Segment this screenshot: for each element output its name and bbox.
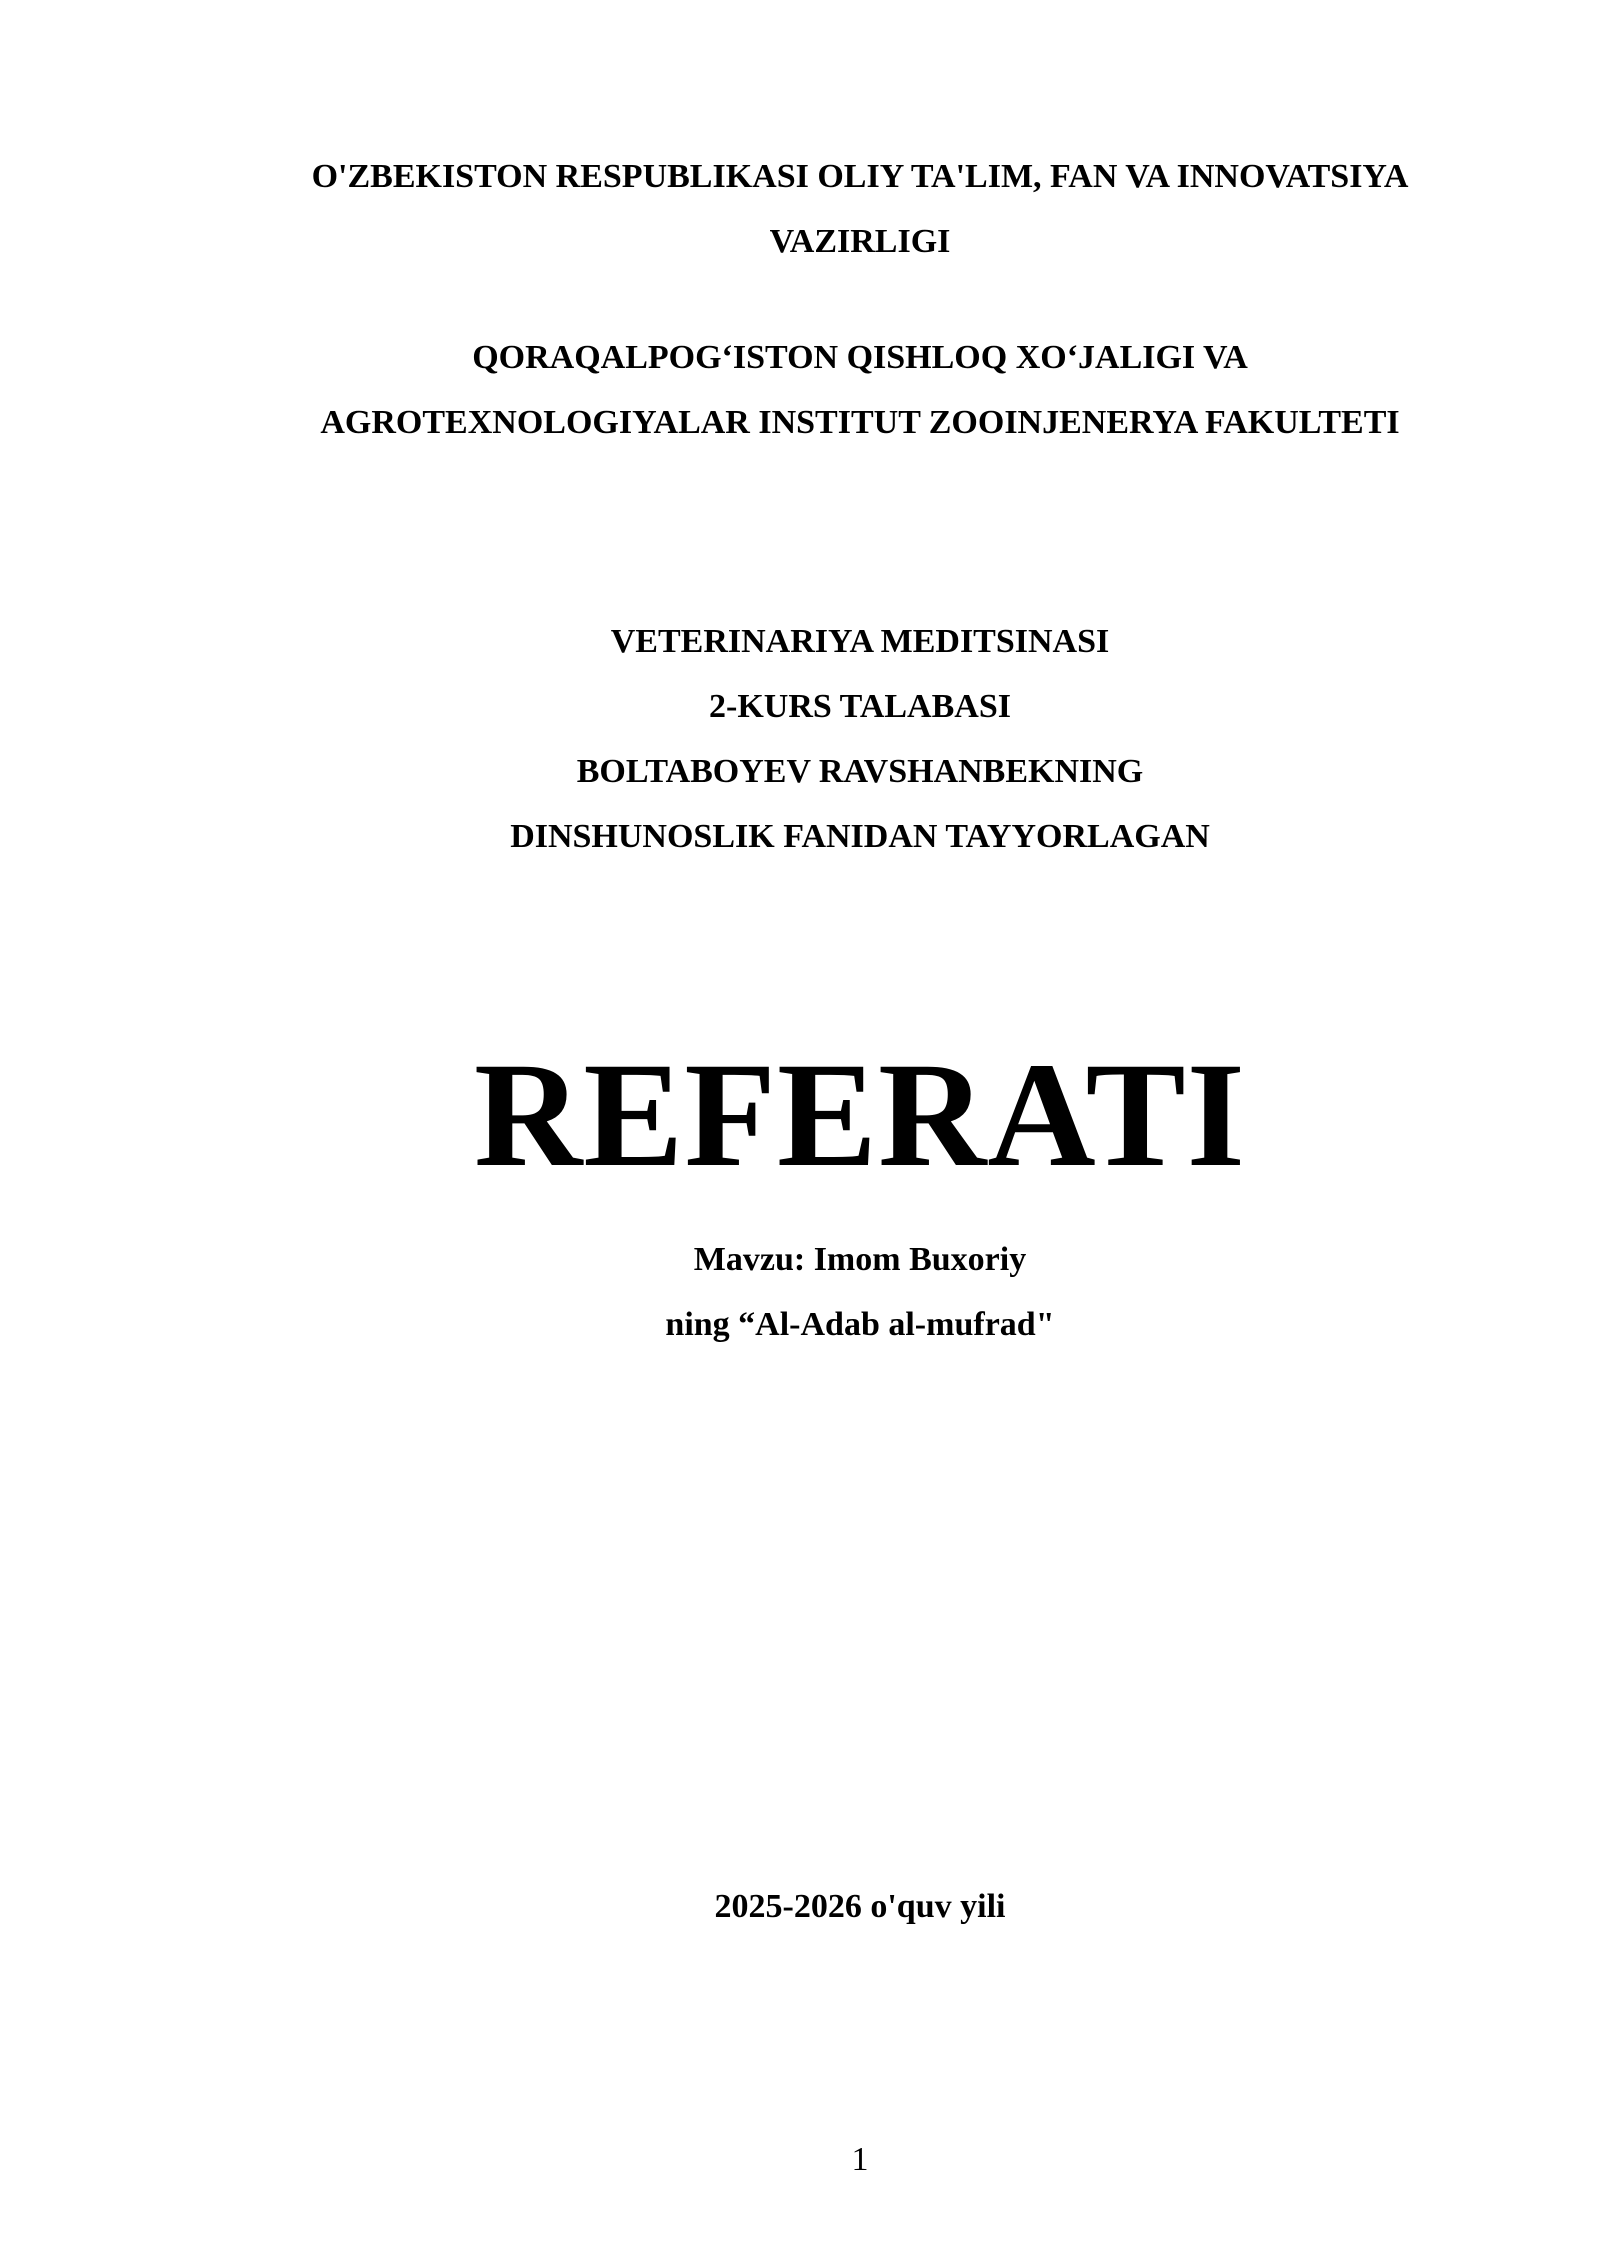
student-faculty-line: VETERINARIYA MEDITSINASI	[610, 623, 1110, 660]
topic-line-2: ning “Al-Adab al-mufrad"	[665, 1306, 1055, 1343]
document-title: REFERATI	[474, 1032, 1246, 1198]
ministry-line-2: VAZIRLIGI	[769, 223, 951, 260]
institute-line-1: QORAQALPOG‘ISTON QISHLOQ XO‘JALIGI VA	[472, 339, 1248, 376]
student-course-line: 2-KURS TALABASI	[709, 688, 1011, 725]
student-subject-line: DINSHUNOSLIK FANIDAN TAYYORLAGAN	[510, 818, 1210, 855]
student-name-line: BOLTABOYEV RAVSHANBEKNING	[576, 753, 1144, 790]
ministry-line-1: O'ZBEKISTON RESPUBLIKASI OLIY TA'LIM, FAN VA INNOVATSIYA	[311, 158, 1409, 195]
institute-line-2: AGROTEXNOLOGIYALAR INSTITUT ZOOINJENERYA FAKULTETI	[320, 404, 1400, 441]
page-number: 1	[851, 2141, 869, 2178]
topic-line-1: Mavzu: Imom Buxoriy	[693, 1241, 1027, 1278]
academic-year: 2025-2026 o'quv yili	[714, 1888, 1006, 1925]
